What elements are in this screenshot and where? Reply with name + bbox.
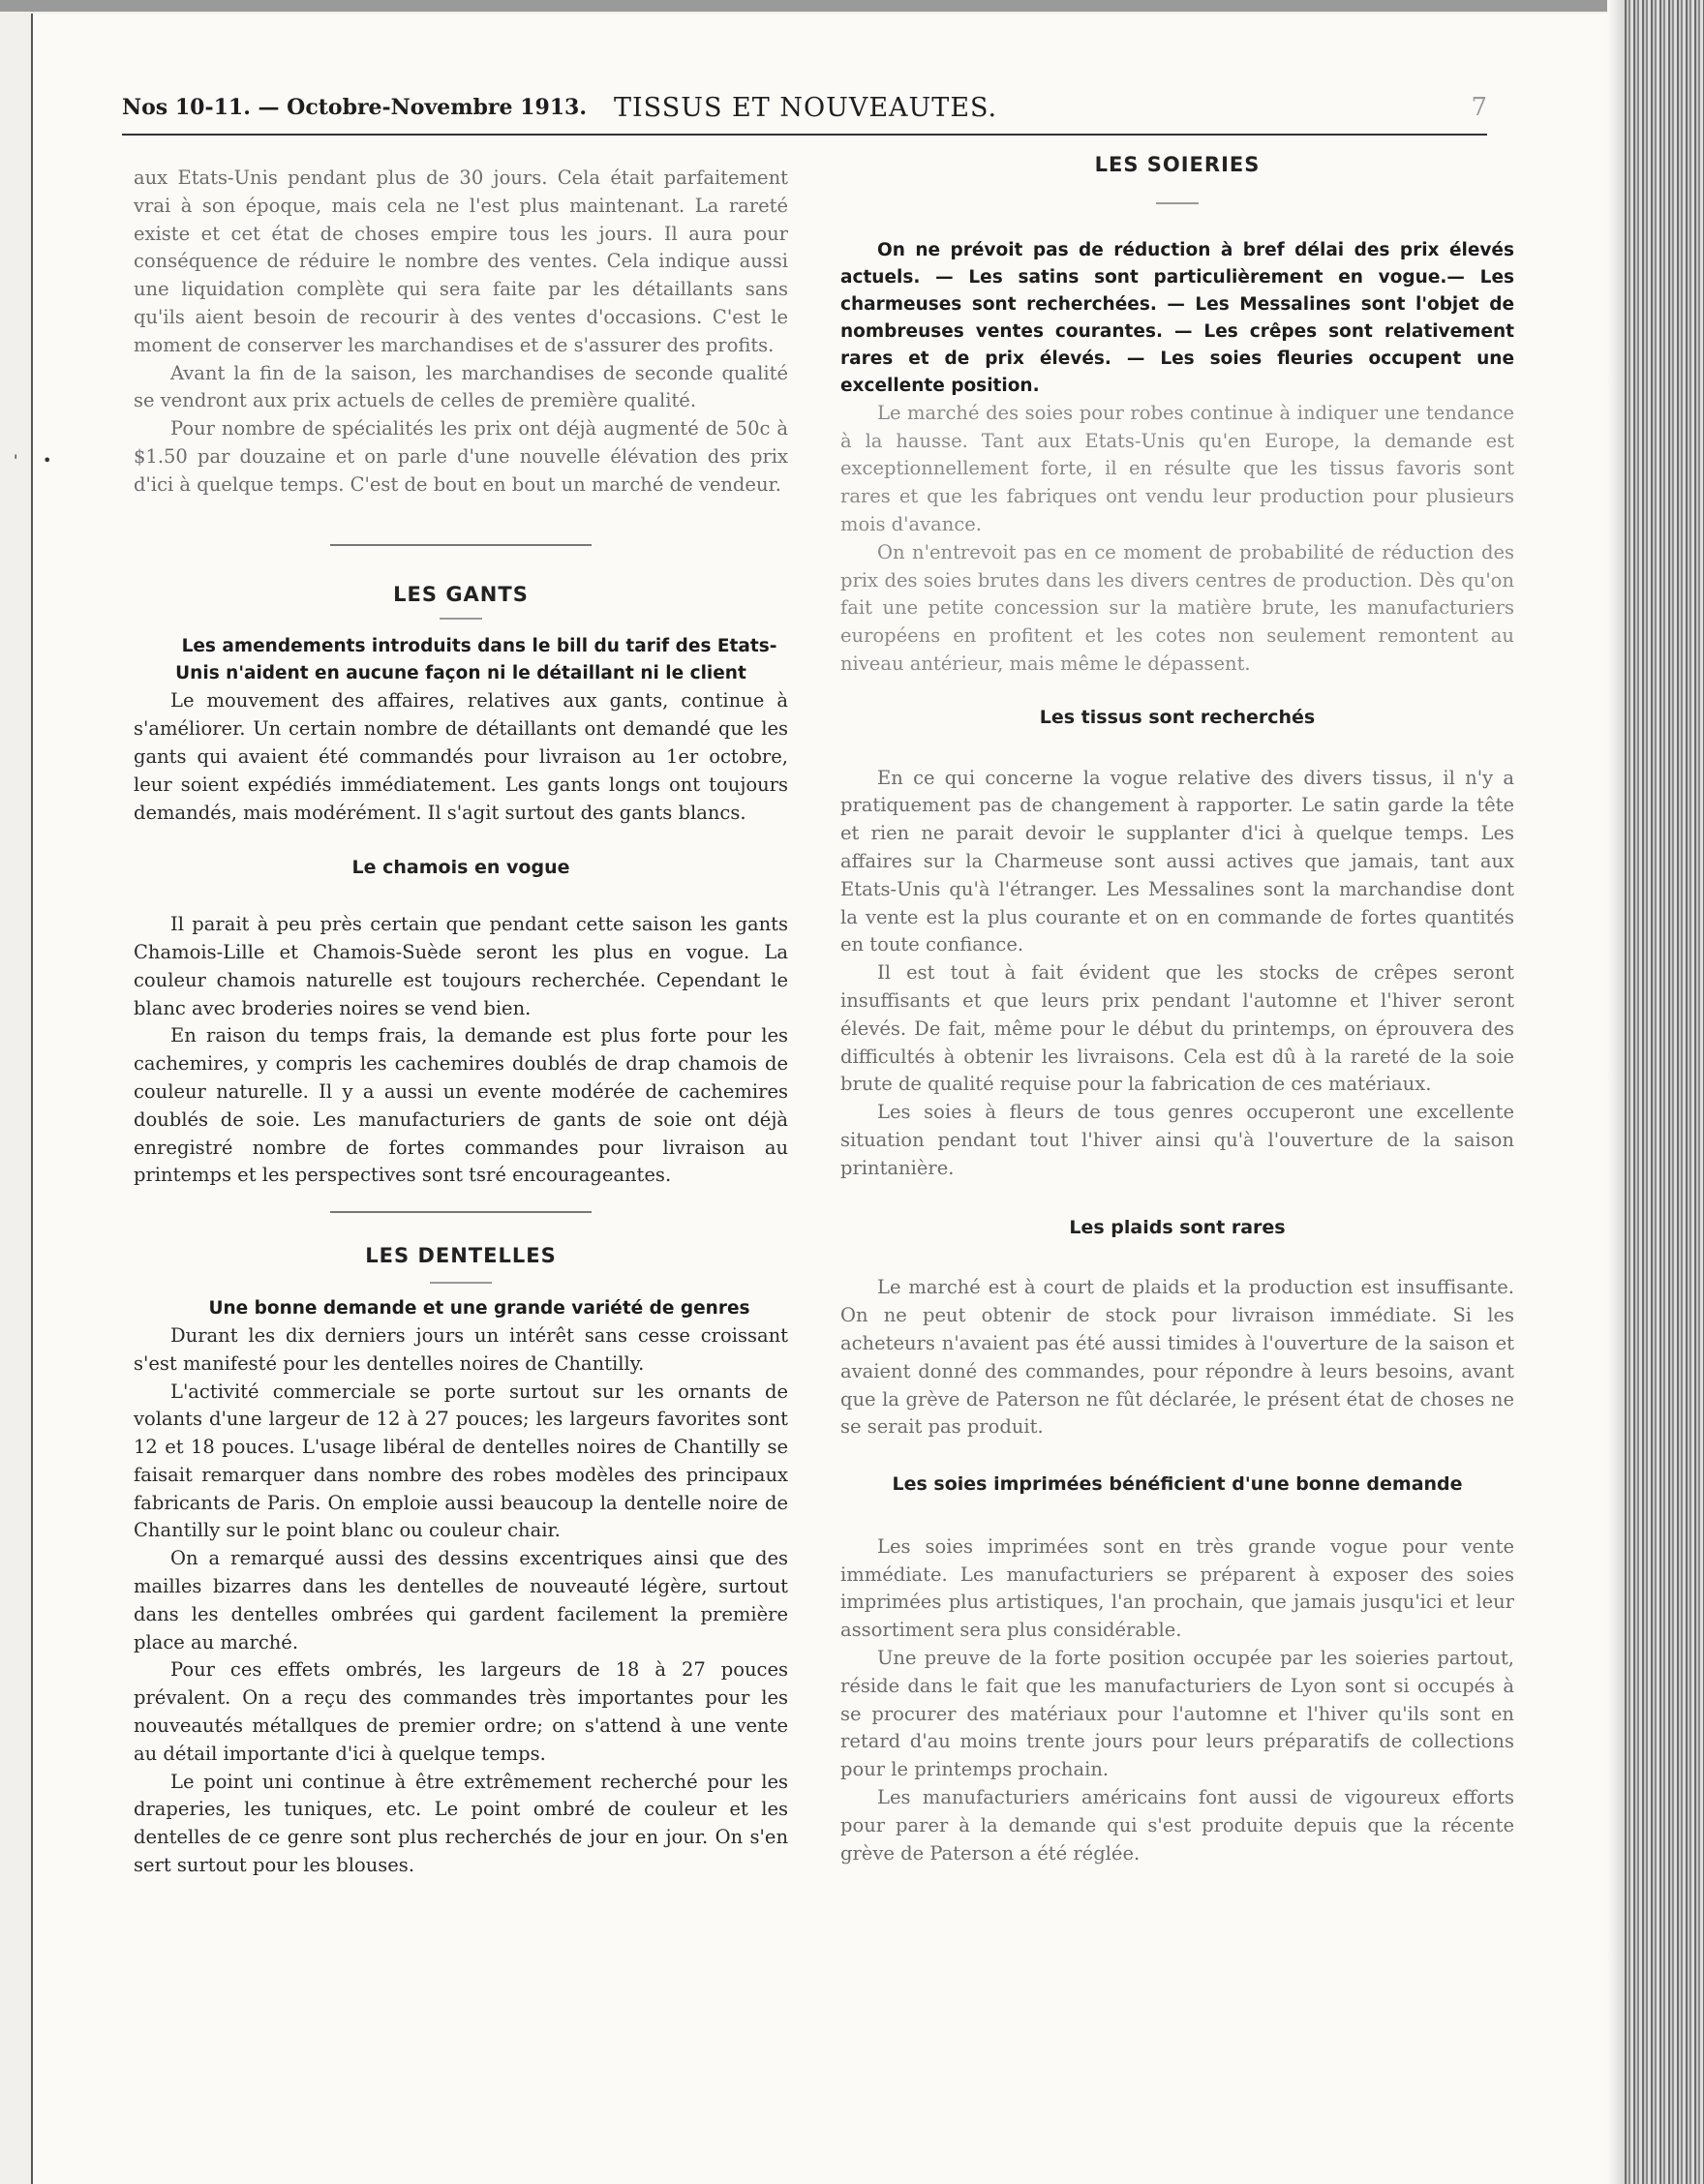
article-paragraph: Il parait à peu près certain que pendant cette saison les gants Chamois-Lille et Chamois-Suède seront les plus en vogue. La couleur chamois naturelle est toujours recherchée. Cependant le blanc avec broderies noires se vend bien. (134, 913, 788, 1019)
right-column (840, 151, 1514, 1867)
article-paragraph: Les soies à fleurs de tous genres occuperont une excellente situation pendant tout l'hiver ainsi qu'à l'ouverture de la saison printanière. (840, 1101, 1514, 1179)
margin-mark: • (43, 451, 52, 470)
title-dash (430, 1282, 492, 1284)
section-separator (330, 1211, 592, 1213)
section-title-gants: LES GANTS (393, 582, 529, 606)
scan-top-edge (0, 0, 1704, 12)
subsection-title-chamois: Le chamois en vogue (351, 857, 570, 879)
subsection-title-tissus: Les tissus sont recherchés (1039, 706, 1316, 728)
article-paragraph: On a remarqué aussi des dessins excentriques ainsi que des mailles bizarres dans les dentelles de nouveauté légère, surtout dans les dentelles ombrées qui gardent facilement la première place au marché. (134, 1547, 788, 1653)
section-lead-gants: Les amendements introduits dans le bill du tarif des Etats-Unis n'aident en aucune façon ni le détaillant ni le client (175, 636, 777, 684)
subsection-title-plaids: Les plaids sont rares (1069, 1216, 1286, 1238)
article-paragraph: aux Etats-Unis pendant plus de 30 jours. Cela était parfaitement vrai à son époque, mais cela ne l'est plus maintenant. La rareté existe et cet état de choses empire tous les jours. Il aura pour conséquence de réduire le nombre des ventes. Cela indique aussi une liquidation complète qui sera faite par les détaillants sans qu'ils aient besoin de recourir à des ventes d'occasions. C'est le moment de conserver les marchandises et de s'assurer des profits. (134, 167, 788, 356)
section-title-dentelles: LES DENTELLES (365, 1244, 557, 1268)
section-lead-soieries: On ne prévoit pas de réduction à bref délai des prix élevés actuels. — Les satins sont particulièrement en vogue.— Les charmeuses sont recherchées. — Les Messalines sont l'objet de nombreuses ventes courantes. — Les crêpes sont relativement rares et de prix élevés. — Les soies fleuries occupent une excellente position. (840, 239, 1514, 396)
article-paragraph: L'activité commerciale se porte surtout sur les ornants de volants d'une largeur de 12 à 27 pouces; les largeurs favorites sont 12 et 18 pouces. L'usage libéral de dentelles noires de Chantilly se faisait remarquer dans nombre des robes modèles des principaux fabricants de Paris. On emploie aussi beaucoup la dentelle noire de Chantilly sur le point blanc ou couleur chair. (134, 1380, 788, 1542)
article-paragraph: Le marché des soies pour robes continue à indiquer une tendance à la hausse. Tant aux Etats-Unis qu'en Europe, la demande est exceptionnellement forte, il en résulte que les tissus favoris sont rares et que les fabriques ont vendu leur production pour plusieurs mois d'avance. (840, 401, 1514, 535)
article-paragraph: Le marché est à court de plaids et la production est insuffisante. On ne peut obtenir de stock pour livraison immédiate. Si les acheteurs n'avaient pas été aussi timides à l'ouverture de la saison et avaient donné des commandes, pour répondre à leurs besoins, avant que la grève de Paterson ne fût déclarée, le présent état de choses ne se serait pas produit. (840, 1276, 1514, 1439)
article-paragraph: Il est tout à fait évident que les stocks de crêpes seront insuffisants et que leurs prix pendant l'automne et l'hiver seront élevés. De fait, même pour le début du printemps, on éprouvera des difficultés à obtenir les livraisons. Cela est dû à la rareté de la soie brute de qualité requise pour la fabrication de ces matériaux. (840, 961, 1514, 1096)
section-lead-dentelles: Une bonne demande et une grande variété de genres (208, 1297, 750, 1319)
running-header (122, 93, 1487, 136)
article-paragraph: Le point uni continue à être extrêmement recherché pour les draperies, les tuniques, etc. Le point ombré de couleur et les dentelles de ce genre sont plus recherchés de jour en jour. On s'en sert surtout pour les blouses. (134, 1770, 788, 1877)
issue-info: Nos 10-11. — Octobre-Novembre 1913. (122, 95, 588, 120)
article-paragraph: Une preuve de la forte position occupée par les soieries partout, réside dans le fait que les manufacturiers de Lyon sont si occupés à se procurer des matériaux pour l'automne et l'hiver qu'ils sont en retard d'au moins trente jours pour leurs préparatifs de collections pour le printemps prochain. (840, 1647, 1514, 1781)
left-column (134, 165, 788, 1880)
header-rule (122, 134, 1487, 136)
section-title-soieries: LES SOIERIES (1094, 153, 1261, 176)
article-paragraph: Pour ces effets ombrés, les largeurs de 18 à 27 pouces prévalent. On a reçu des commandes très importantes pour les nouveautés métallques de premier ordre; on s'attend à une vente au détail importante d'ici à quelque temps. (134, 1658, 788, 1765)
margin-mark: ' (14, 451, 18, 470)
title-dash (440, 618, 482, 620)
article-paragraph: Le mouvement des affaires, relatives aux gants, continue à s'améliorer. Un certain nombre de détaillants ont demandé que les gants qui avaient été commandés pour livraison au 1er octobre, leur soient expédiés immédiatement. Les gants longs ont toujours demandés, mais modérément. Il s'agit surtout des gants blancs. (134, 689, 788, 824)
page-number: 7 (1471, 93, 1487, 122)
title-dash (1156, 202, 1199, 204)
article-paragraph: Pour nombre de spécialités les prix ont déjà augmenté de 50c à $1.50 par douzaine et on parle d'une nouvelle élévation des prix d'ici à quelque temps. C'est de bout en bout un marché de vendeur. (134, 417, 788, 496)
article-paragraph: En ce qui concerne la vogue relative des divers tissus, il n'y a pratiquement pas de changement à rapporter. Le satin garde la tête et rien ne parait devoir le supplanter d'ici à quelque temps. Les affaires sur la Charmeuse sont aussi actives que jamais, tant aux Etats-Unis qu'à l'étranger. Les Messalines sont la marchandise dont la vente est la plus courante et on en commande de fortes quantités en toute confiance. (840, 766, 1514, 956)
publication-title: TISSUS ET NOUVEAUTES. (614, 93, 998, 123)
article-paragraph: On n'entrevoit pas en ce moment de probabilité de réduction des prix des soies brutes dans les divers centres de production. Dès qu'on fait une petite concession sur la matière brute, les manufacturiers européens en profitent et les cotes non seulement remontent au niveau antérieur, mais même le dépassent. (840, 540, 1514, 675)
subsection-title-imprimees: Les soies imprimées bénéficient d'une bonne demande (892, 1473, 1463, 1496)
article-paragraph: Les soies imprimées sont en très grande vogue pour vente immédiate. Les manufacturiers se préparent à exposer des soies imprimées plus artistiques, l'an prochain, que jamais jusqu'ici et leur assortiment sera plus considérable. (840, 1534, 1514, 1642)
section-separator (330, 544, 592, 546)
article-paragraph: Les manufacturiers américains font aussi de vigoureux efforts pour parer à la demande qui s'est produite depuis que la récente grève de Paterson a été réglée. (840, 1786, 1514, 1865)
book-page-edges (1607, 0, 1704, 2184)
article-paragraph: En raison du temps frais, la demande est plus forte pour les cachemires, y compris les cachemires doublés de drap chamois de couleur naturelle. Il y a aussi un evente modérée de cachemires doublés de soie. Les manufacturiers de gants de soie ont déjà enregistré nombre de fortes commandes pour livraison au printemps et les perspectives sont tsré encourageantes. (134, 1024, 788, 1187)
article-paragraph: Avant la fin de la saison, les marchandises de seconde qualité se vendront aux prix actuels de celles de première qualité. (134, 361, 788, 412)
article-paragraph: Durant les dix derniers jours un intérêt sans cesse croissant s'est manifesté pour les dentelles noires de Chantilly. (134, 1323, 788, 1375)
